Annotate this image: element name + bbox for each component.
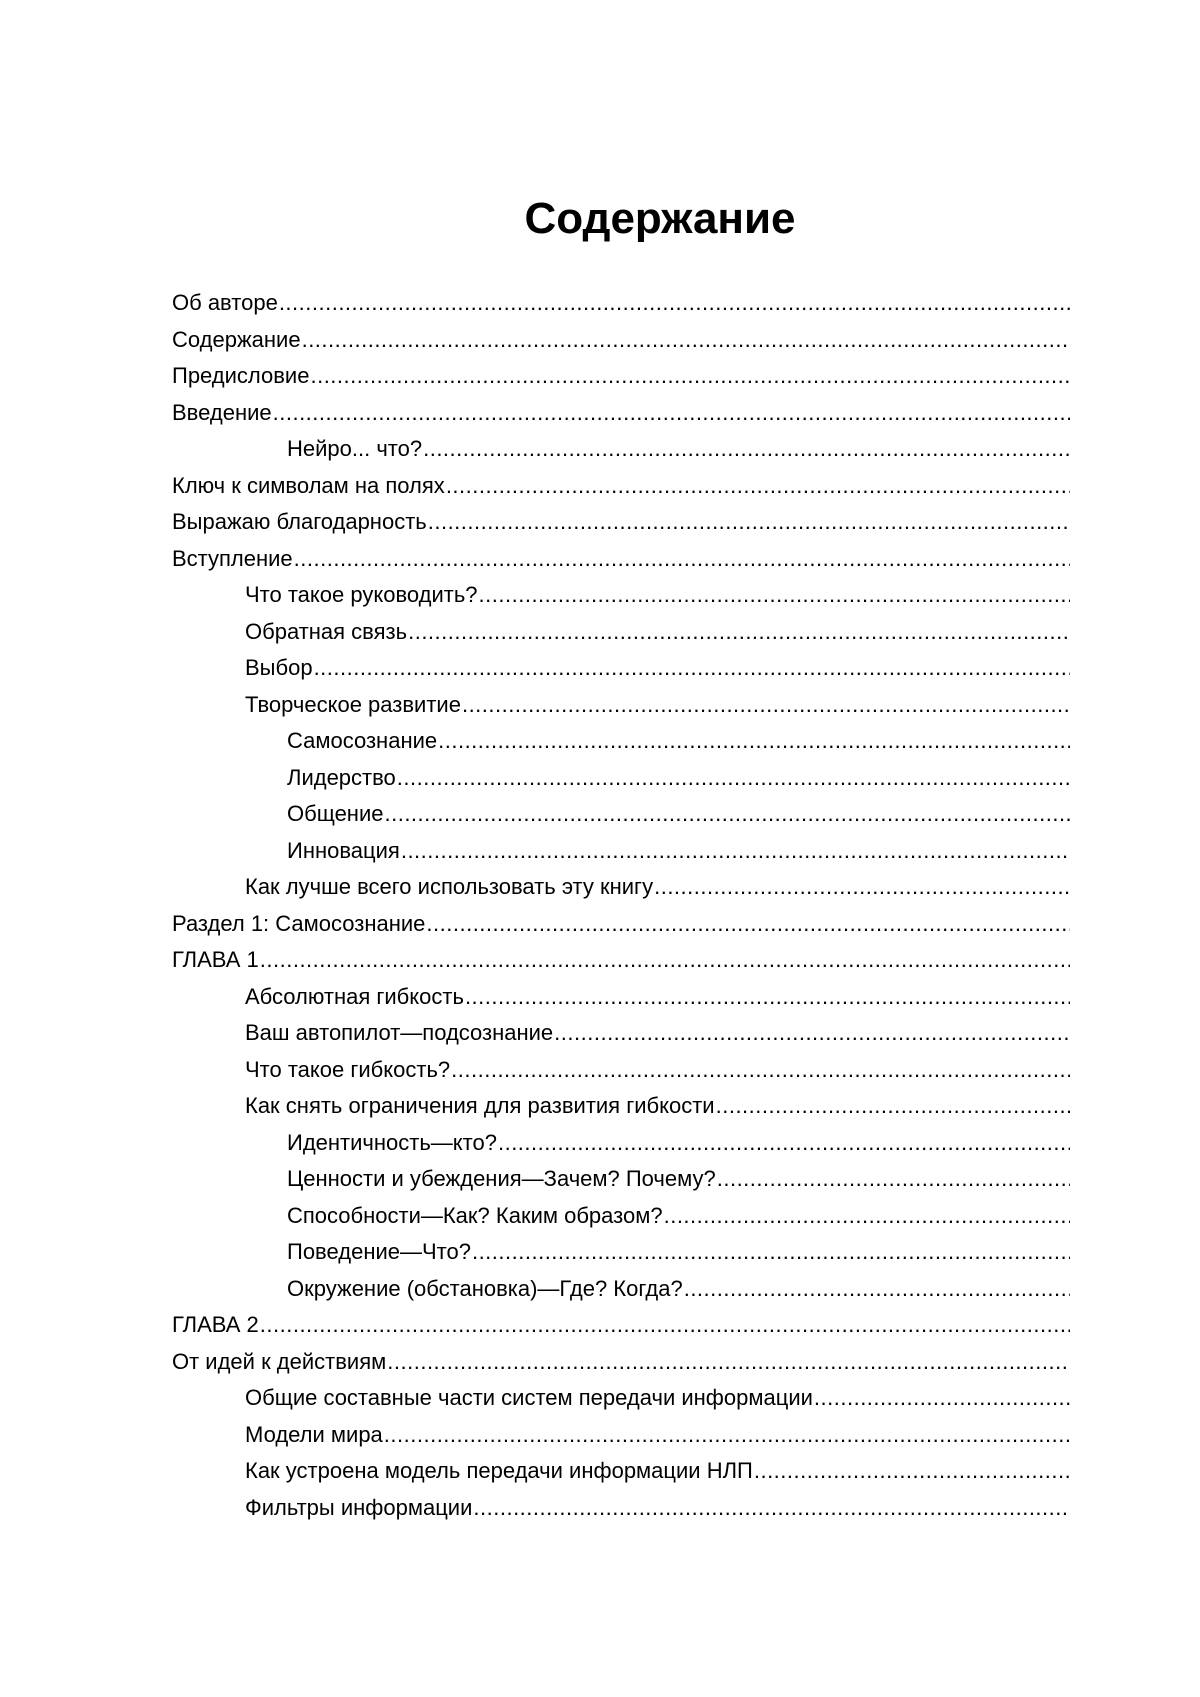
toc-entry-label: Предисловие	[172, 363, 310, 388]
toc-dot-leader	[428, 504, 1070, 541]
toc-entry[interactable]	[172, 687, 1070, 724]
toc-dot-leader	[479, 577, 1070, 614]
toc-entry[interactable]	[172, 285, 1070, 322]
toc-dot-leader	[302, 322, 1070, 359]
toc-entry[interactable]	[172, 431, 1070, 468]
toc-dot-leader	[498, 1125, 1070, 1162]
toc-entry-label: Выражаю благодарность	[172, 509, 427, 534]
toc-entry[interactable]	[172, 504, 1070, 541]
toc-dot-leader	[408, 614, 1070, 651]
toc-entry-label: Ценности и убеждения—Зачем? Почему?	[287, 1166, 716, 1191]
toc-entry-label: Инновация	[287, 837, 400, 863]
toc-dot-leader	[472, 1234, 1070, 1271]
toc-dot-leader	[294, 541, 1070, 578]
toc-entry[interactable]	[172, 1088, 1070, 1125]
toc-entry[interactable]	[172, 760, 1070, 797]
toc-dot-leader	[462, 687, 1070, 724]
toc-entry-label: Введение	[172, 399, 272, 425]
toc-entry[interactable]	[172, 1198, 1070, 1235]
toc-entry-label: Способности—Как? Каким образом?	[287, 1202, 663, 1228]
toc-dot-leader	[273, 395, 1070, 432]
toc-entry-label: Ваш автопилот—подсознание	[245, 1020, 554, 1045]
toc-entry-label: Нейро... что?	[287, 436, 423, 461]
toc-entry-label: Обратная связь	[245, 618, 408, 644]
toc-entry-label: Общие составные части систем передачи информации	[245, 1385, 813, 1410]
toc-entry-label: Абсолютная гибкость	[245, 983, 464, 1009]
toc-entry-label: Творческое развитие	[245, 691, 461, 717]
toc-dot-leader	[554, 1015, 1070, 1052]
toc-entry[interactable]	[172, 942, 1070, 979]
toc-entry-label: Выбор	[245, 655, 313, 680]
toc-entry[interactable]	[172, 1307, 1070, 1344]
toc-entry[interactable]	[172, 1453, 1070, 1490]
toc-dot-leader	[446, 468, 1070, 505]
toc-dot-leader	[654, 869, 1070, 906]
toc-entry-label: Ключ к символам на полях	[172, 472, 445, 498]
toc-entry[interactable]	[172, 322, 1070, 359]
toc-entry[interactable]	[172, 1234, 1070, 1271]
toc-entry[interactable]	[172, 1271, 1070, 1308]
toc-entry-label: От идей к действиям	[172, 1348, 387, 1374]
toc-entry[interactable]	[172, 796, 1070, 833]
toc-entry[interactable]	[172, 1344, 1070, 1381]
toc-dot-leader	[401, 833, 1070, 870]
toc-dot-leader	[426, 906, 1070, 943]
toc-entry-label: ГЛАВА 1	[172, 947, 259, 972]
toc-entry-label: Лидерство	[287, 764, 396, 790]
toc-dot-leader	[451, 1052, 1070, 1089]
toc-entry-label: Фильтры информации	[245, 1494, 473, 1520]
toc-entry[interactable]	[172, 1052, 1070, 1089]
toc-dot-leader	[814, 1380, 1070, 1417]
toc-entry-label: Общение	[287, 801, 384, 826]
toc-dot-leader	[423, 431, 1070, 468]
toc-dot-leader	[664, 1198, 1070, 1235]
toc-entry[interactable]	[172, 541, 1070, 578]
toc-dot-leader	[314, 650, 1070, 687]
toc-entry-label: ГЛАВА 2	[172, 1312, 259, 1337]
toc-dot-leader	[465, 979, 1070, 1016]
toc-entry-label: Об авторе	[172, 290, 278, 315]
toc-entry[interactable]	[172, 869, 1070, 906]
toc-dot-leader	[438, 723, 1070, 760]
toc-entry[interactable]	[172, 723, 1070, 760]
toc-entry-label: Раздел 1: Самосознание	[172, 910, 426, 936]
toc-dot-leader	[684, 1271, 1070, 1308]
toc-entry-label: Вступление	[172, 545, 293, 571]
toc-dot-leader	[717, 1161, 1070, 1198]
toc-entry-label: Самосознание	[287, 728, 438, 753]
toc-dot-leader	[260, 1307, 1070, 1344]
toc-entry-label: Как устроена модель передачи информации НЛП	[245, 1458, 753, 1483]
toc-entry[interactable]	[172, 1380, 1070, 1417]
toc-entry[interactable]	[172, 358, 1070, 395]
toc-dot-leader	[310, 358, 1070, 395]
toc-entry-label: Как лучше всего использовать эту книгу	[245, 874, 654, 899]
toc-entry-label: Модели мира	[245, 1421, 383, 1447]
toc-entry[interactable]	[172, 906, 1070, 943]
toc-entry-label: Как снять ограничения для развития гибкости	[245, 1093, 715, 1118]
toc-entry-label: Поведение—Что?	[287, 1239, 471, 1264]
toc-dot-leader	[716, 1088, 1070, 1125]
toc-dot-leader	[387, 1344, 1070, 1381]
toc-entry[interactable]	[172, 1490, 1070, 1527]
toc-entry[interactable]	[172, 1417, 1070, 1454]
toc-entry[interactable]	[172, 1125, 1070, 1162]
toc-entry[interactable]	[172, 833, 1070, 870]
table-of-contents	[172, 285, 1070, 1526]
toc-dot-leader	[754, 1453, 1070, 1490]
toc-dot-leader	[397, 760, 1070, 797]
toc-entry[interactable]	[172, 614, 1070, 651]
toc-entry[interactable]	[172, 468, 1070, 505]
toc-entry-label: Окружение (обстановка)—Где? Когда?	[287, 1275, 683, 1301]
toc-entry[interactable]	[172, 395, 1070, 432]
toc-entry[interactable]	[172, 1015, 1070, 1052]
toc-entry[interactable]	[172, 577, 1070, 614]
page-title: Содержание	[524, 194, 796, 243]
toc-dot-leader	[384, 796, 1070, 833]
toc-entry-label: Что такое гибкость?	[245, 1056, 451, 1082]
toc-entry[interactable]	[172, 1161, 1070, 1198]
toc-dot-leader	[473, 1490, 1070, 1527]
toc-dot-leader	[279, 285, 1070, 322]
toc-entry[interactable]	[172, 650, 1070, 687]
toc-entry[interactable]	[172, 979, 1070, 1016]
toc-dot-leader	[260, 942, 1070, 979]
toc-entry-label: Содержание	[172, 326, 301, 352]
toc-dot-leader	[384, 1417, 1070, 1454]
toc-entry-label: Что такое руководить?	[245, 582, 478, 607]
toc-entry-label: Идентичность—кто?	[287, 1129, 497, 1155]
